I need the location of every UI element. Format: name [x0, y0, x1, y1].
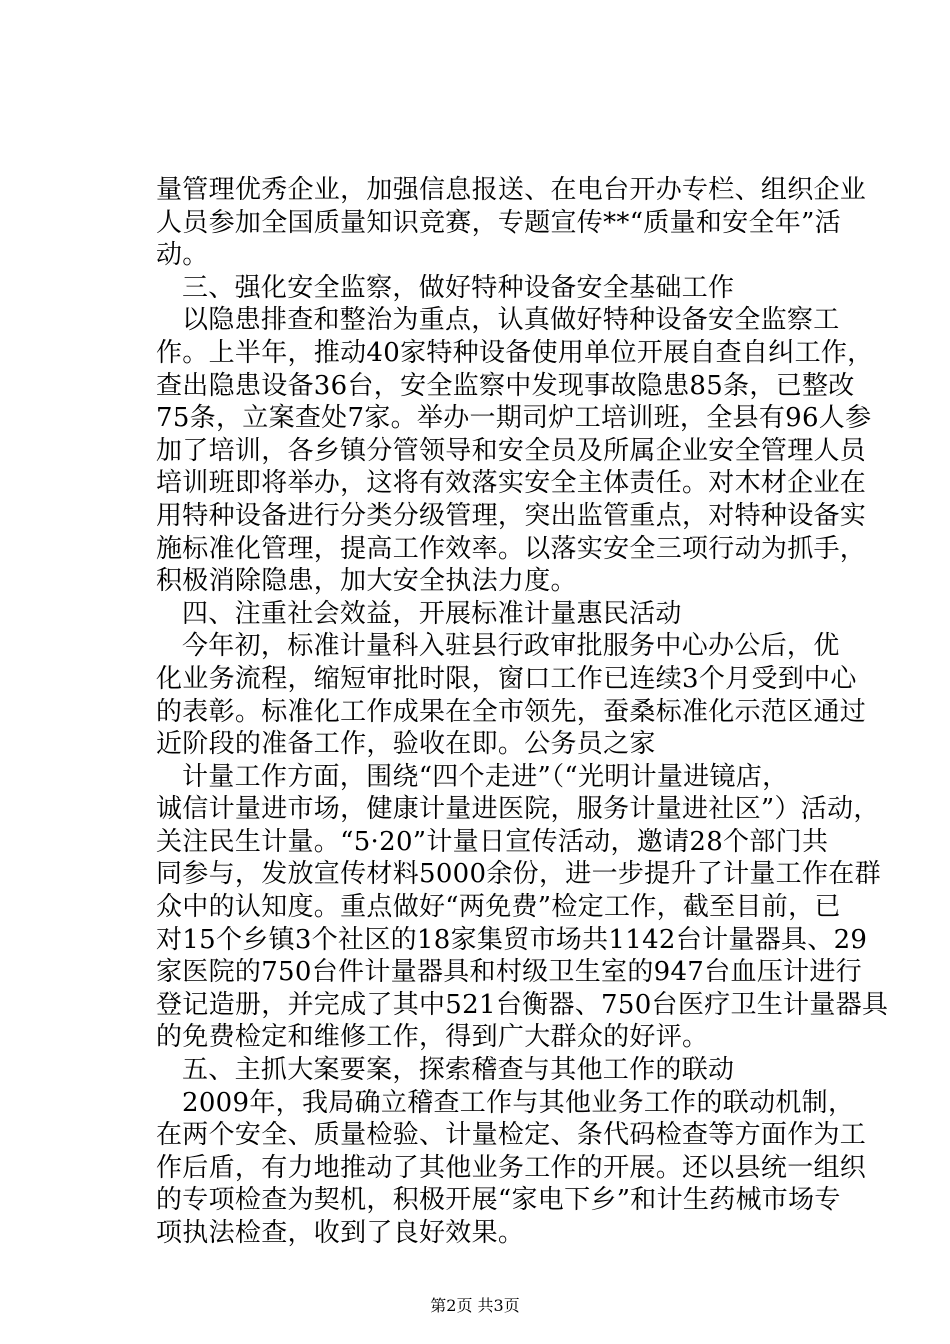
text-line: 项执法检查，收到了良好效果。: [156, 1218, 525, 1248]
text-line: 对15个乡镇3个社区的18家集贸市场共1142台计量器具、29: [156, 924, 868, 955]
text-line: 的表彰。标准化工作成果在全市领先，蚕桑标准化示范区通过: [156, 696, 867, 727]
section-heading: 五、主抓大案要案，探索稽查与其他工作的联动: [182, 1055, 735, 1086]
text-line: 的免费检定和维修工作，得到广大群众的好评。: [156, 1022, 709, 1053]
text-line: 量管理优秀企业，加强信息报送、在电台开办专栏、组织企业: [156, 175, 867, 205]
text-line: 同参与，发放宣传材料5000余份，进一步提升了计量工作在群: [156, 859, 881, 890]
text-line: 动。: [156, 240, 209, 271]
text-line: 计量工作方面，围绕“四个走进”（“光明计量进镜店，: [182, 761, 789, 792]
text-line: 施标准化管理，提高工作效率。以落实安全三项行动为抓手，: [156, 533, 867, 564]
text-line: 2009年，我局确立稽查工作与其他业务工作的联动机制，: [182, 1087, 855, 1118]
text-line: 登记造册，并完成了其中521台衡器、750台医疗卫生计量器具: [156, 989, 889, 1020]
text-line: 人员参加全国质量知识竞赛，专题宣传**“质量和安全年”活: [156, 207, 841, 238]
text-line: 加了培训，各乡镇分管领导和安全员及所属企业安全管理人员: [156, 435, 867, 466]
section-heading: 三、强化安全监察，做好特种设备安全基础工作: [182, 272, 735, 303]
text-line: 积极消除隐患，加大安全执法力度。: [156, 566, 577, 597]
text-line: 以隐患排查和整治为重点，认真做好特种设备安全监察工: [182, 305, 840, 336]
text-line: 化业务流程，缩短审批时限，窗口工作已连续3个月受到中心: [156, 663, 857, 694]
text-line: 众中的认知度。重点做好“两免费”检定工作，截至目前，已: [156, 892, 841, 923]
text-line: 今年初，标准计量科入驻县行政审批服务中心办公后，优: [182, 631, 840, 662]
section-heading: 四、注重社会效益，开展标准计量惠民活动: [182, 598, 682, 629]
text-line: 诚信计量进市场，健康计量进医院，服务计量进社区”）活动，: [156, 794, 880, 825]
text-line: 家医院的750台件计量器具和村级卫生室的947台血压计进行: [156, 957, 862, 988]
text-line: 查出隐患设备36台，安全监察中发现事故隐患85条，已整改: [156, 370, 855, 401]
text-line: 近阶段的准备工作，验收在即。公务员之家: [156, 729, 656, 760]
text-line: 作后盾，有力地推动了其他业务工作的开展。还以县统一组织: [156, 1152, 867, 1183]
text-line: 75条，立案查处7家。举办一期司炉工培训班，全县有96人参: [156, 403, 872, 434]
text-line: 用特种设备进行分类分级管理，突出监管重点，对特种设备实: [156, 500, 867, 531]
document-body: [156, 174, 889, 1250]
text-line: 的专项检查为契机，积极开展“家电下乡”和计生药械市场专: [156, 1185, 841, 1216]
text-line: 培训班即将举办，这将有效落实安全主体责任。对木材企业在: [156, 468, 867, 499]
text-line: 在两个安全、质量检验、计量检定、条代码检查等方面作为工: [156, 1120, 867, 1151]
text-line: 作。上半年，推动40家特种设备使用单位开展自查自纠工作，: [156, 337, 874, 368]
page-footer: 第2页 共3页: [430, 1296, 520, 1315]
text-line: 关注民生计量。“5·20”计量日宣传活动，邀请28个部门共: [156, 826, 829, 857]
